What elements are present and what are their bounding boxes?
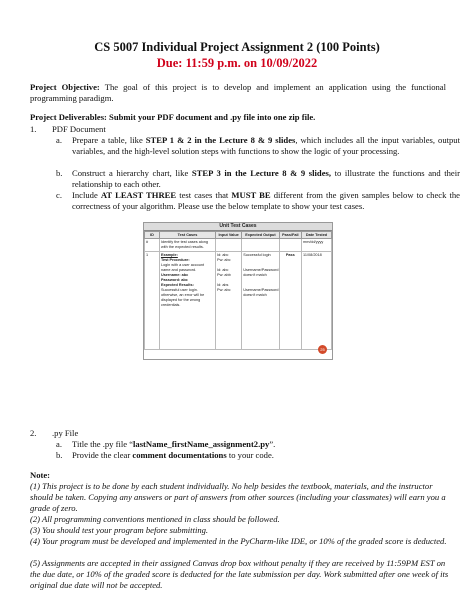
item-1-number: 1. (30, 124, 37, 134)
table-cell (242, 239, 279, 252)
unit-test-cases-table (143, 222, 333, 360)
item-2a-pre: Title the .py file “ (72, 439, 134, 449)
item-2-title: .py File (52, 428, 79, 438)
output-line: Successful login (243, 253, 271, 257)
item-1a-pre: Prepare a table, like (72, 135, 146, 145)
case-line: Example: (160, 253, 178, 257)
page-title: CS 5007 Individual Project Assignment 2 (100 Points) (94, 40, 380, 54)
objective-text: The goal of this project is to develop and implement an application using the functional programming paradigm. (30, 82, 447, 103)
input-line: Id: abc (217, 268, 229, 272)
due-date: Due: 11:59 p.m. on 10/09/2022 (156, 56, 318, 70)
item-2b-marker: b. (56, 450, 63, 460)
item-1b-pre: Construct a hierarchy chart, like (72, 168, 192, 178)
case-line: Username: abc (160, 273, 189, 277)
input-line: Id: abc (217, 253, 229, 257)
item-1c-mid: test cases that (176, 190, 232, 200)
case-line: Password: abc (160, 278, 188, 282)
item-1a-bold: STEP 1 & 2 in the Lecture 8 & 9 slides (145, 135, 296, 145)
output-line: Username/Password doesn't match (243, 288, 279, 297)
table-header-cell: Input Value (216, 232, 242, 239)
case-line: Test Procedure: (160, 258, 190, 262)
item-2b-pre: Provide the clear (72, 450, 133, 460)
table-cell (279, 239, 301, 252)
item-2-number: 2. (30, 428, 37, 438)
objective-label: Project Objective: (30, 82, 100, 92)
item-1b-post: to illustrate the functions and their relationship to each other. (72, 168, 460, 189)
input-line: Pw: abb (217, 273, 231, 277)
table-cell (216, 239, 242, 252)
item-1c-post: different from the given samples below to check the correctness of your algorithm. Please use the below template to show your test cases. (72, 190, 460, 211)
table-cell: 1 (145, 252, 160, 350)
table-header-row (145, 232, 332, 239)
table-cell: # (145, 239, 160, 252)
item-2a-bold: lastName_firstName_assignment2.py (133, 439, 270, 449)
table-cell: Pass (279, 252, 301, 350)
input-line: Pw: abc (217, 258, 231, 262)
table-header-cell: Test Cases (159, 232, 215, 239)
item-2b-post: to your code. (226, 450, 274, 460)
item-2b-text (72, 450, 274, 461)
table-row (145, 252, 332, 350)
table-cell (242, 252, 279, 350)
table-cell (216, 252, 242, 350)
note-item: (3) You should test your program before submitting. (30, 525, 209, 535)
item-1b-bold: STEP 3 in the Lecture 8 & 9 slides, (191, 168, 332, 178)
table-cell: Identify the test cases along with the expected results. (159, 239, 215, 252)
item-1a-post: , which includes all the input variables, output variables, and the high-level solution steps with functions to show the logic of your processing. (72, 135, 460, 156)
table-cell: mm/dd/yyyy (302, 239, 332, 252)
case-line: Successful user login. otherwise, an error will be displayed for the wrong credentials. (160, 288, 205, 307)
item-2a-marker: a. (56, 439, 62, 449)
note-item: (5) Assignments are accepted in their assigned Canvas drop box without penalty if they are received by 11:59PM EST on the due date, or 10% of the graded score is deducted for the late submission per day. Work submitted after one week of its original due date will not be accepted. (30, 558, 449, 590)
note-heading: Note: (30, 470, 51, 480)
item-1c-text (72, 190, 460, 212)
item-1c-bold: AT LEAST THREE (100, 190, 177, 200)
deliverables-heading: Project Deliverables: Submit your PDF document and .py file into one zip file. (30, 112, 316, 122)
case-line: Expected Results: (160, 283, 194, 287)
note-item: (1) This project is to be done by each student individually. No help besides the textbook, materials, and the instructor should be taken. Copying any answers or part of answers from other sources (including your classmates) will earn you a grade of zero. (30, 481, 446, 513)
slide-number-badge: 25 (318, 345, 327, 354)
input-line: Pw: abc (217, 288, 231, 292)
table-header-cell: Pass/Fail (279, 232, 301, 239)
input-line: Id: abs (217, 283, 229, 287)
table-header-cell: Date Tested (302, 232, 332, 239)
note-item: (2) All programming conventions mentioned in class should be followed. (30, 514, 280, 524)
item-1-title: PDF Document (52, 124, 106, 134)
item-1c-pre: Include (72, 190, 101, 200)
table-caption: Unit Test Cases (144, 223, 332, 231)
item-2a-text (72, 439, 275, 450)
item-1b-text (72, 168, 460, 190)
table-cell (159, 252, 215, 350)
item-1a-text (72, 135, 460, 157)
item-1c-marker: c. (56, 190, 62, 200)
item-2a-post: ”. (269, 439, 276, 449)
note-item: (4) Your program must be developed and implemented in the PyCharm-like IDE, or 10% of the graded score is deducted. (30, 536, 447, 546)
objective-paragraph (30, 82, 446, 104)
item-2b-bold: comment documentations (132, 450, 227, 460)
table-header-cell: ID (145, 232, 160, 239)
item-1a-marker: a. (56, 135, 62, 145)
table-header-cell: Expected Output (242, 232, 279, 239)
item-1c-bold2: MUST BE (231, 190, 271, 200)
case-line: Login with a user account name and password. (160, 263, 205, 272)
item-1b-marker: b. (56, 168, 63, 178)
table-cell: 11/08/2018 (302, 252, 332, 350)
table-row (145, 239, 332, 252)
output-line: Username/Password doesn't match (243, 268, 279, 277)
